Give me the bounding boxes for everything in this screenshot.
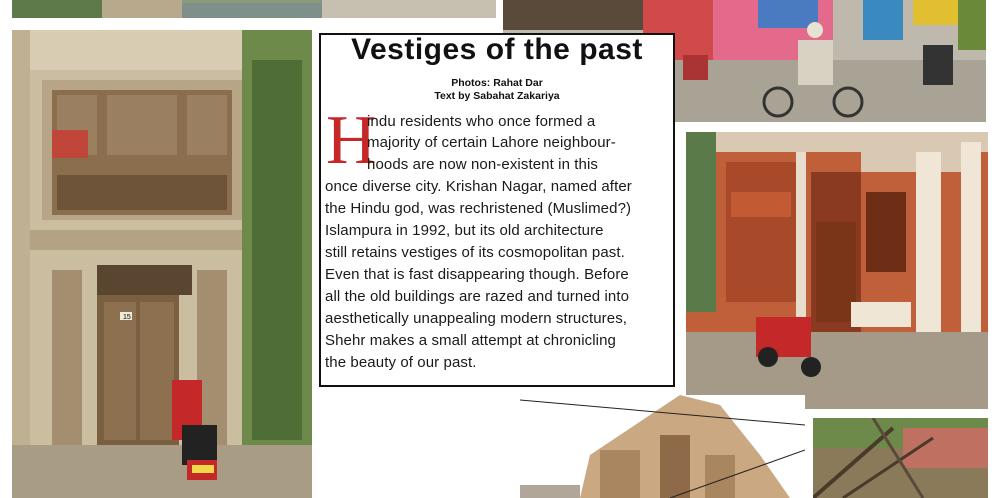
body-line: majority of certain Lahore neighbour- [367,134,616,151]
drop-cap: H [326,102,377,179]
photo-tree-branches [813,418,988,498]
text-credit: Text by Sabahat Zakariya [434,90,560,102]
door-number: 15 [123,314,131,321]
body-line: the beauty of our past. [325,354,477,371]
body-line: Islampura in 1992, but its old architecture [325,222,604,239]
photo-brick-building [686,132,988,409]
body-line: indu residents who once formed a [367,113,596,130]
body-line: Shehr makes a small attempt at chronicling [325,332,616,349]
photo-credit: Photos: Rahat Dar [451,77,543,89]
body-line: still retains vestiges of its cosmopolitan past. [325,244,625,261]
article-headline: Vestiges of the past [351,33,643,66]
photo-top-strip [12,0,496,18]
body-line: Even that is fast disappearing though. Before [325,266,629,283]
body-line: all the old buildings are razed and turned into [325,288,630,305]
body-line: once diverse city. Krishan Nagar, named after [325,178,632,195]
body-line: aesthetically unappealing modern structures, [325,310,628,327]
article-box [319,33,675,387]
body-line: hoods are now non-existent in this [367,156,599,173]
photo-corner-building [520,395,805,498]
photo-old-doorway [12,30,312,498]
body-line: the Hindu god, was rechristened (Muslimed?) [325,200,632,217]
